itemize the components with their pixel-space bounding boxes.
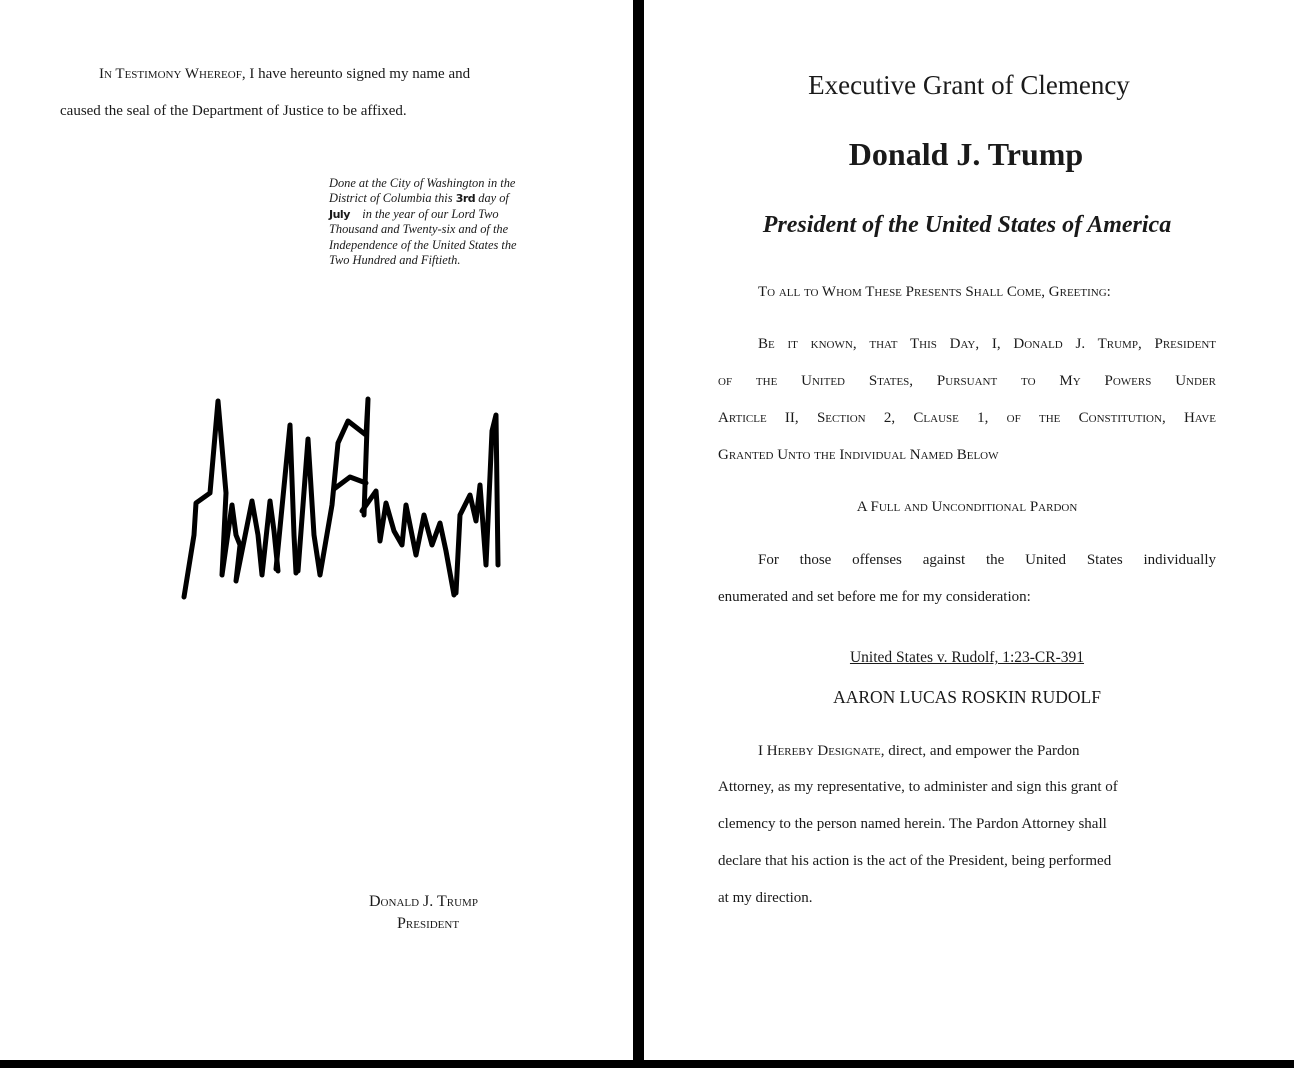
offenses-line-1: For those offenses against the United States individually <box>758 552 1216 568</box>
designate-line-3: clemency to the person named herein. The Pardon Attorney shall <box>718 816 1107 832</box>
case-caption <box>718 649 1216 667</box>
president-name: Donald J. Trump <box>848 136 1084 172</box>
designate-line-5: at my direction. <box>718 890 813 906</box>
testimony-line-1 <box>99 66 470 83</box>
signer-name: Donald J. Trump <box>369 893 478 910</box>
greeting-line: To all to Whom These Presents Shall Come, Greeting: <box>758 284 1111 300</box>
signature-page <box>0 0 633 1060</box>
done-line-5: Independence of the United States the <box>329 237 517 252</box>
done-line-2a: District of Columbia this <box>329 191 453 206</box>
be-it-known-line-1: Be it known, that This Day, I, Donald J. Trump, President <box>758 336 1216 352</box>
handwritten-day: 3rd <box>455 192 476 206</box>
case-caption-text: United States v. Rudolf, 1:23-CR-391 <box>849 649 1085 666</box>
president-subtitle: President of the United States of America <box>762 212 1172 238</box>
designate-line-4: declare that his action is the act of the President, being performed <box>718 853 1112 869</box>
done-line-2b: day of <box>478 191 509 206</box>
designate-lead: I Hereby Designate <box>758 743 881 759</box>
handwritten-signature <box>170 385 510 615</box>
pardoned-person: AARON LUCAS ROSKIN RUDOLF <box>833 687 1101 707</box>
designate-line-1 <box>758 743 1079 760</box>
be-it-known-line-3: Article II, Section 2, Clause 1, of the Constitution, Have <box>718 410 1216 426</box>
done-at-block <box>329 176 561 268</box>
handwritten-month: July <box>329 207 350 221</box>
offenses-line-2: enumerated and set before me for my consideration: <box>718 589 1031 605</box>
be-it-known-line-2: of the United States, Pursuant to My Powers Under <box>718 373 1216 389</box>
clemency-page <box>644 0 1294 1060</box>
testimony-whereof-lead: In Testimony Whereof <box>99 66 242 82</box>
be-it-known-line-4: Granted Unto the Individual Named Below <box>718 447 999 463</box>
done-line-3b: in the year of our Lord Two <box>362 206 499 221</box>
testimony-line-1-text: , I have hereunto signed my name and <box>241 66 471 82</box>
done-line-2 <box>329 191 561 206</box>
document-heading: Executive Grant of Clemency <box>808 70 1130 100</box>
done-line-1: Done at the City of Washington in the <box>329 176 516 190</box>
done-line-4: Thousand and Twenty-six and of the <box>329 222 509 237</box>
designate-line-2: Attorney, as my representative, to administer and sign this grant of <box>718 779 1118 795</box>
designate-line-1-text: , direct, and empower the Pardon <box>880 743 1080 759</box>
pardon-type: A Full and Unconditional Pardon <box>856 499 1078 515</box>
done-line-3 <box>329 207 561 222</box>
signer-title: President <box>397 915 460 932</box>
testimony-line-2: caused the seal of the Department of Justice to be affixed. <box>60 103 407 119</box>
done-line-6: Two Hundred and Fiftieth. <box>329 253 461 268</box>
